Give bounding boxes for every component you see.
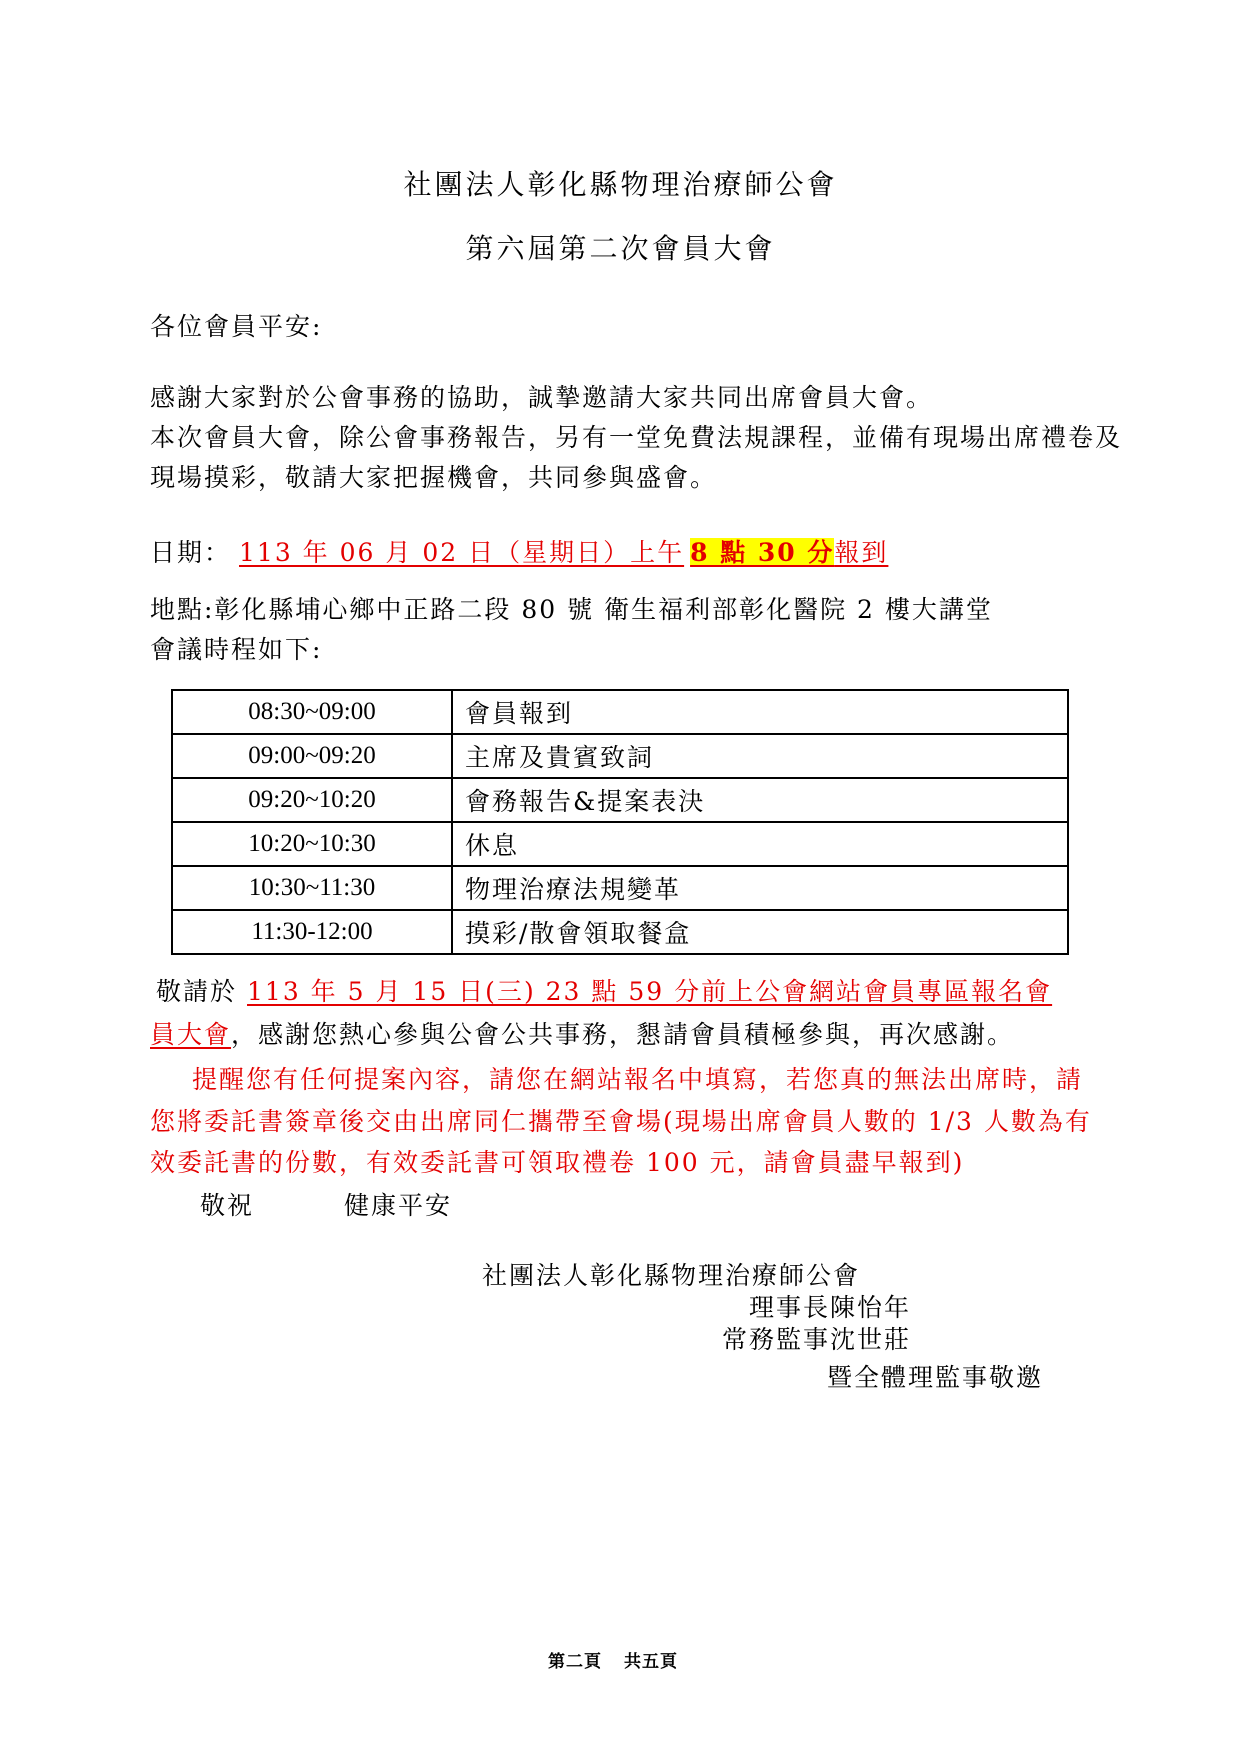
table-row xyxy=(172,822,1068,866)
table-row xyxy=(172,910,1068,954)
page-current: 第二頁 xyxy=(548,1652,602,1672)
table-row xyxy=(172,734,1068,778)
date-label: 日期： xyxy=(150,538,232,567)
signature-org: 社團法人彰化縣物理治療師公會 xyxy=(482,1261,861,1290)
registration-prefix: 敬請於 xyxy=(156,977,238,1006)
table-row xyxy=(172,778,1068,822)
date-line xyxy=(150,533,888,569)
schedule-item: 主席及貴賓致詞 xyxy=(452,734,1068,778)
body-line-3: 現場摸彩，敬請大家把握機會，共同參與盛會。 xyxy=(150,463,718,492)
closing-salute: 敬祝 xyxy=(200,1191,255,1220)
greeting: 各位會員平安: xyxy=(150,312,323,341)
checkin-time-highlight: 8 點 30 分 xyxy=(690,538,835,567)
signature-all-board: 暨全體理監事敬邀 xyxy=(827,1363,1044,1392)
table-row xyxy=(172,690,1068,734)
registration-deadline: 113 年 5 月 15 日(三) 23 點 59 分前上公會網站會員專區報名會 xyxy=(247,977,1053,1006)
date-suffix: 報到 xyxy=(834,538,889,567)
body-line-2: 本次會員大會，除公會事務報告，另有一堂免費法規課程，並備有現場出席禮卷及 xyxy=(150,423,1123,452)
schedule-item: 物理治療法規變革 xyxy=(452,866,1068,910)
registration-deadline-cont: 員大會 xyxy=(150,1020,232,1049)
reminder-line-1: 提醒您有任何提案內容，請您在網站報名中填寫，若您真的無法出席時，請 xyxy=(192,1065,1084,1094)
schedule-time: 11:30-12:00 xyxy=(172,910,452,954)
meeting-title: 第六屆第二次會員大會 xyxy=(465,232,776,265)
page-number xyxy=(548,1647,678,1672)
venue-line: 地點:彰化縣埔心鄉中正路二段 80 號 衛生福利部彰化醫院 2 樓大講堂 xyxy=(150,595,993,624)
organization-title: 社團法人彰化縣物理治療師公會 xyxy=(403,168,838,201)
reminder-line-3: 效委託書的份數，有效委託書可領取禮卷 100 元，請會員盡早報到) xyxy=(150,1148,965,1177)
schedule-time: 09:00~09:20 xyxy=(172,734,452,778)
body-line-1: 感謝大家對於公會事務的協助，誠摯邀請大家共同出席會員大會。 xyxy=(150,383,934,412)
signature-chairman: 理事長陳怡年 xyxy=(749,1293,912,1322)
table-row xyxy=(172,866,1068,910)
schedule-time: 09:20~10:20 xyxy=(172,778,452,822)
schedule-item: 摸彩/散會領取餐盒 xyxy=(452,910,1068,954)
schedule-item: 休息 xyxy=(452,822,1068,866)
reminder-line-2: 您將委託書簽章後交由出席同仁攜帶至會場(現場出席會員人數的 1/3 人數為有 xyxy=(150,1107,1092,1136)
signature-supervisor: 常務監事沈世莊 xyxy=(722,1325,912,1354)
registration-line-2 xyxy=(150,1015,1014,1051)
closing-wish: 健康平安 xyxy=(344,1191,453,1220)
registration-rest: ，感謝您熱心參與公會公共事務，懇請會員積極參與，再次感謝。 xyxy=(231,1020,1015,1049)
schedule-time: 10:20~10:30 xyxy=(172,822,452,866)
page-total: 共五頁 xyxy=(624,1652,678,1672)
agenda-label: 會議時程如下: xyxy=(150,635,323,664)
schedule-time: 08:30~09:00 xyxy=(172,690,452,734)
schedule-time: 10:30~11:30 xyxy=(172,866,452,910)
schedule-item: 會務報告&提案表決 xyxy=(452,778,1068,822)
schedule-table xyxy=(171,689,1069,955)
schedule-item: 會員報到 xyxy=(452,690,1068,734)
date-value: 113 年 06 月 02 日（星期日）上午 xyxy=(239,538,685,567)
registration-line-1 xyxy=(156,972,1052,1008)
